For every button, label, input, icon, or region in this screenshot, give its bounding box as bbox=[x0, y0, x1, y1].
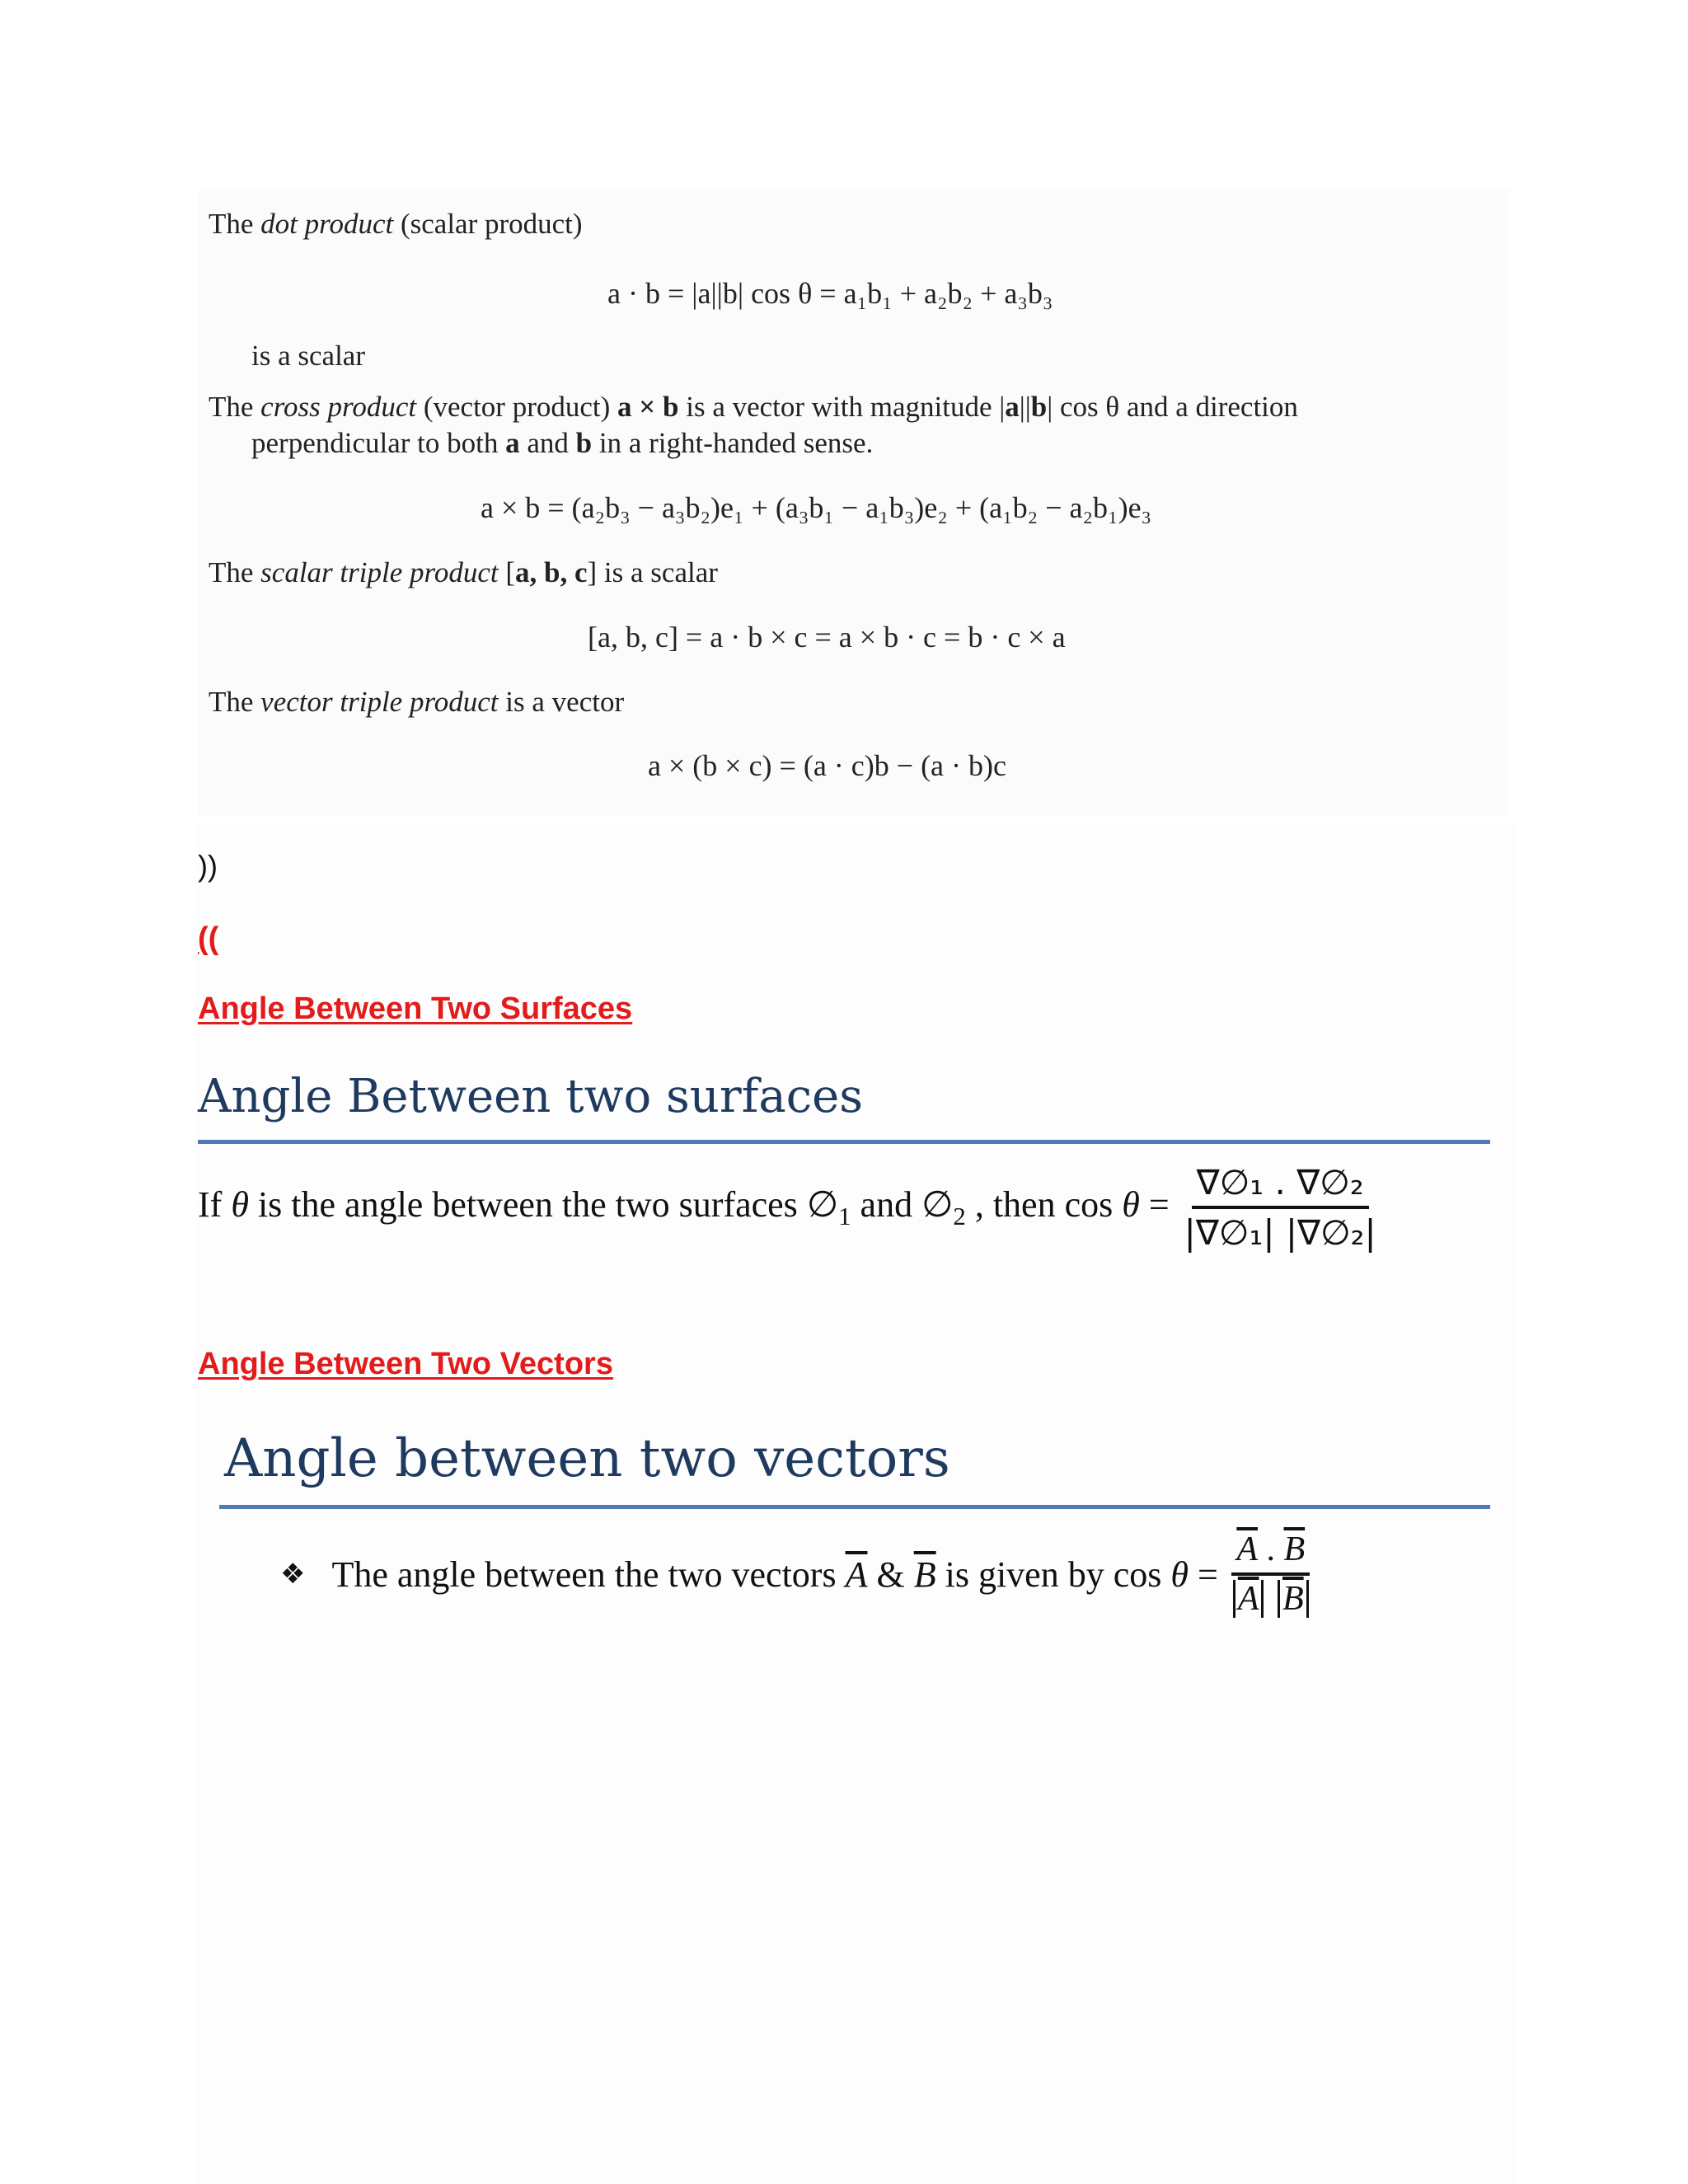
surfaces-fraction-numerator: ∇∅₁ . ∇∅₂ bbox=[1192, 1162, 1369, 1209]
scalar-triple-product-formula: [a, b, c] = a · b × c = a × b · c = b · c × a bbox=[588, 621, 1066, 654]
vectors-fraction-denominator: $\overline{A}$ $\overline{B}$ bbox=[1228, 1576, 1314, 1619]
vector-triple-product-intro: The vector triple product is a vector bbox=[209, 686, 625, 718]
opening-parens-link[interactable]: (( bbox=[198, 921, 219, 956]
is-scalar-text: is a scalar bbox=[251, 340, 365, 372]
cross-product-description-line1: The cross product (vector product) a × b is a vector with magnitude |a||b| cos θ and a direction bbox=[209, 391, 1298, 423]
vectors-cosine-fraction bbox=[1228, 1530, 1314, 1619]
cross-product-description-line2: perpendicular to both a and b in a right-handed sense. bbox=[251, 427, 874, 459]
vectors-fraction-numerator: $\overline{A}$ . $\overline{B}$ bbox=[1231, 1530, 1310, 1576]
angle-between-vectors-heading: Angle between two vectors bbox=[224, 1428, 950, 1489]
scalar-triple-product-intro: The scalar triple product [a, b, c] is a scalar bbox=[209, 556, 718, 588]
surfaces-heading-rule bbox=[198, 1140, 1490, 1144]
diamond-bullet-icon: ❖ bbox=[280, 1558, 306, 1591]
surfaces-angle-statement: If θ is the angle between the two surfaces $\emptyset_1$ and $\emptyset_2$ , then cos θ = $\frac{\text{∇∅₁ . ∇∅₂}}{\text{|∇∅₁| |∇∅₂|}}$ bbox=[198, 1154, 1381, 1261]
closing-parens-marker: )) bbox=[198, 849, 218, 883]
document-background-region bbox=[198, 824, 1517, 2184]
dot-product-intro: The dot product (scalar product) bbox=[209, 208, 583, 240]
surfaces-fraction-denominator: |∇∅₁| |∇∅₂| bbox=[1184, 1212, 1376, 1253]
angle-between-surfaces-heading: Angle Between two surfaces bbox=[198, 1070, 863, 1123]
angle-between-vectors-link[interactable]: Angle Between Two Vectors bbox=[198, 1347, 613, 1381]
dot-product-formula: a · b = |a||b| cos θ = a₁b₁ + a₂b₂ + a₃b₃ bbox=[607, 277, 1053, 310]
angle-between-surfaces-link[interactable]: Angle Between Two Surfaces bbox=[198, 991, 633, 1026]
surfaces-cosine-fraction bbox=[1179, 1162, 1381, 1253]
vector-triple-product-formula: a × (b × c) = (a · c)b − (a · b)c bbox=[648, 749, 1006, 782]
vectors-heading-rule bbox=[219, 1505, 1490, 1509]
cross-product-formula: a × b = (a₂b₃ − a₃b₂)e₁ + (a₃b₁ − a₁b₃)e₂ + (a₁b₂ − a₂b₁)e₃ bbox=[481, 491, 1152, 524]
vectors-angle-statement: ❖ The angle between the two vectors $\overline{A}$ & $\overline{B}$ is given by cos θ = $\frac{\overline{A} . \overline{B}}{\overline{A} \overline{B}}$ bbox=[280, 1521, 1314, 1628]
